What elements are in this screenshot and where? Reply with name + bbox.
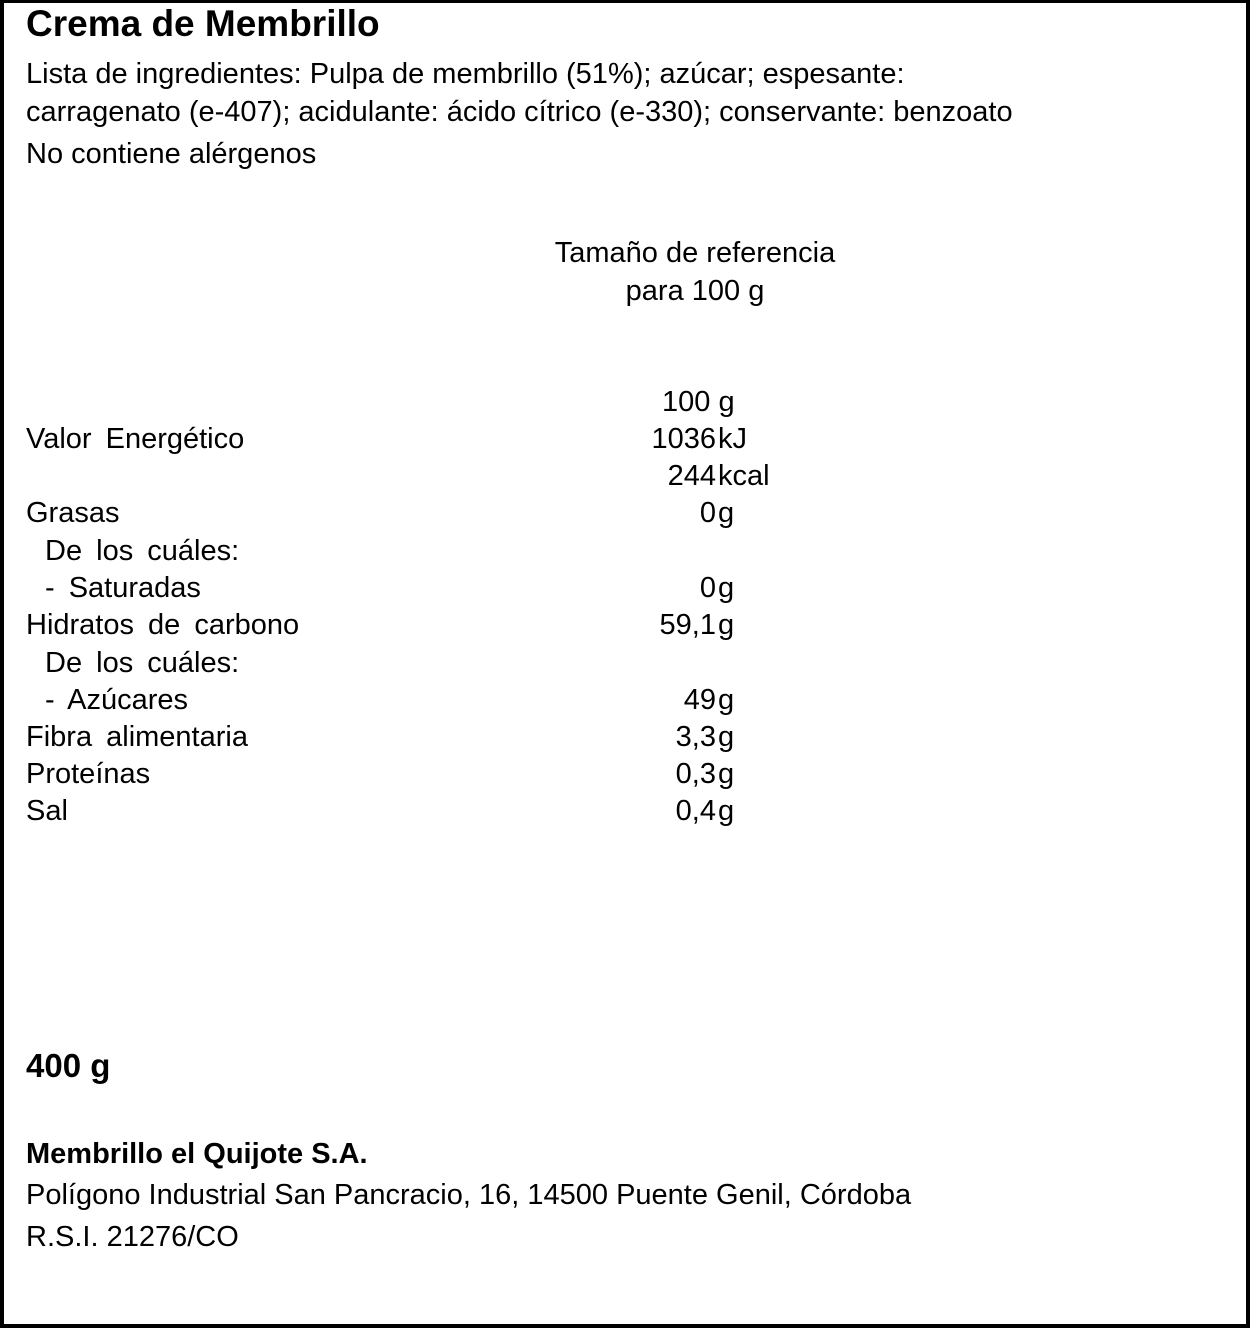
nutrient-value: 1036 (651, 423, 716, 455)
nutrient-label: Grasas (26, 497, 120, 529)
nutrient-label: - Azúcares (45, 684, 188, 716)
nutrient-value: 244 (667, 460, 716, 492)
nutrient-label: - Saturadas (45, 572, 201, 604)
reference-size-line-2: para 100 g (625, 275, 765, 307)
manufacturer-name: Membrillo el Quijote S.A. (26, 1138, 368, 1170)
reference-size-line-1: Tamaño de referencia (554, 237, 836, 269)
manufacturer-address: Polígono Industrial San Pancracio, 16, 14500 Puente Genil, Córdoba (26, 1179, 912, 1211)
nutrient-value: 49 (683, 684, 716, 716)
reference-size-heading (495, 234, 895, 310)
nutrient-label: Fibra alimentaria (26, 721, 248, 753)
nutrient-value: 3,3 (675, 721, 716, 753)
allergen-statement: No contiene alérgenos (26, 138, 317, 170)
nutrient-unit: g (718, 609, 735, 641)
nutrient-unit: g (718, 572, 735, 604)
nutrient-value: 0,3 (675, 758, 716, 790)
nutrient-sublabel: De los cuáles: (45, 647, 240, 679)
nutrient-value: 59,1 (659, 609, 716, 641)
nutrient-label: Sal (26, 795, 68, 827)
nutrient-label: Hidratos de carbono (26, 609, 300, 641)
nutrient-unit: kJ (718, 423, 747, 455)
nutrient-sublabel: De los cuáles: (45, 535, 240, 567)
nutrient-unit: g (718, 497, 735, 529)
nutrient-unit: g (718, 721, 735, 753)
ingredients-list (26, 55, 1206, 131)
nutrient-value: 0,4 (675, 795, 716, 827)
nutrient-unit: g (718, 758, 735, 790)
sanitary-registry: R.S.I. 21276/CO (26, 1221, 239, 1253)
nutrient-unit: g (718, 684, 735, 716)
nutrient-label: Proteínas (26, 758, 151, 790)
nutrient-value: 0 (699, 572, 716, 604)
ingredients-line-2: carragenato (e-407); acidulante: ácido cítrico (e-330); conservante: benzoato (26, 96, 1013, 128)
nutrient-unit: kcal (718, 460, 770, 492)
nutrient-label: Valor Energético (26, 423, 245, 455)
ingredients-line-1: Lista de ingredientes: Pulpa de membrillo (51%); azúcar; espesante: (26, 58, 905, 90)
product-title: Crema de Membrillo (26, 3, 380, 44)
nutrient-unit: g (718, 795, 735, 827)
nutrition-column-header: 100 g (662, 386, 735, 418)
nutrient-value: 0 (699, 497, 716, 529)
net-weight: 400 g (26, 1047, 111, 1084)
